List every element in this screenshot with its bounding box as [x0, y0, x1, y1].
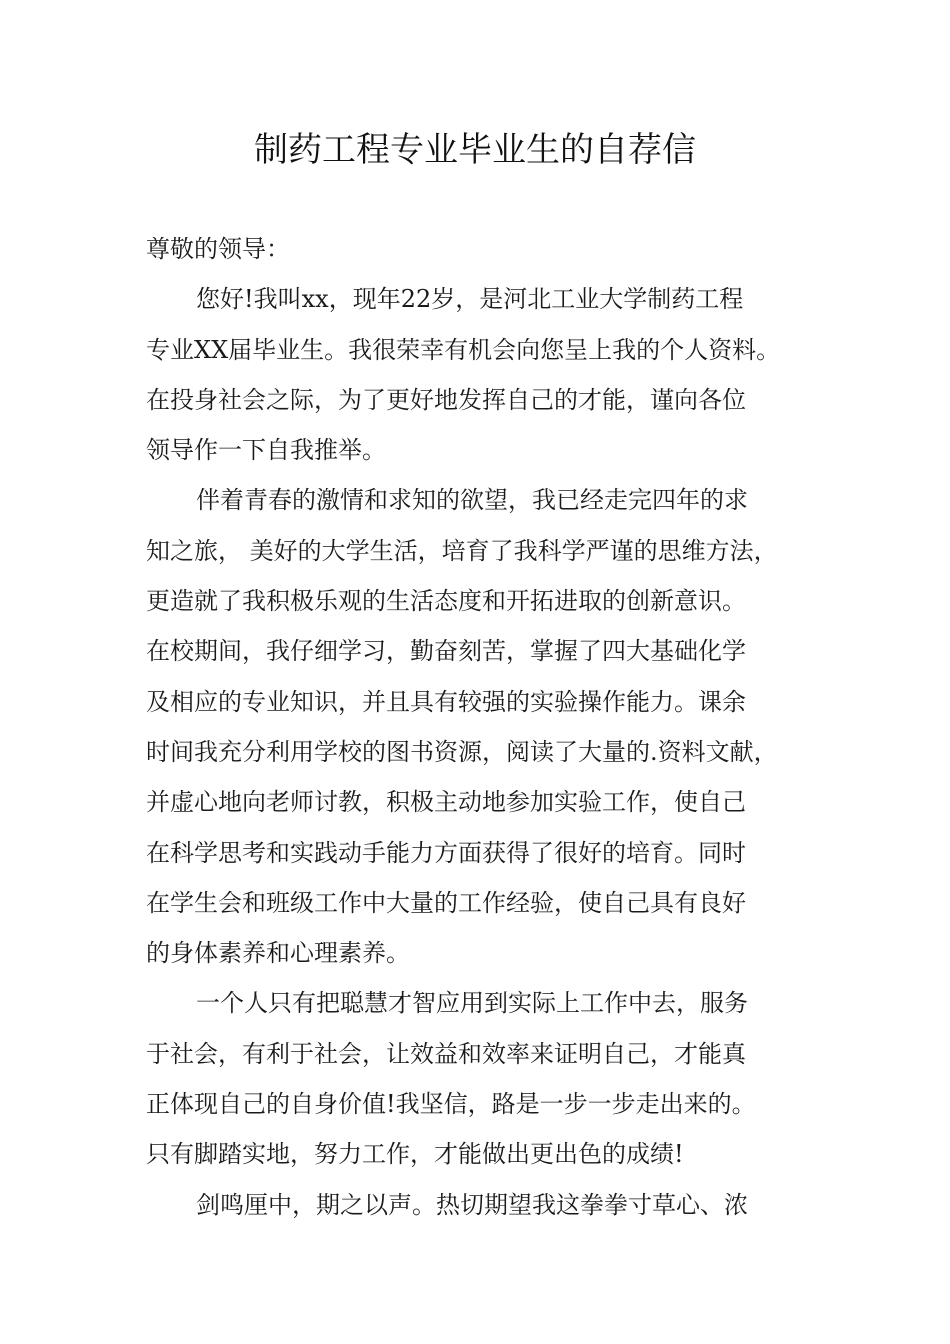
text-line: 在科学思考和实践动手能力方面获得了很好的培育。同时: [146, 838, 746, 867]
text-line: 领导作一下自我推举。: [146, 436, 386, 465]
text-line: 在校期间，我仔细学习，勤奋刻苦，掌握了四大基础化学: [146, 637, 746, 666]
salutation: 尊敬的领导：: [146, 235, 290, 263]
text-line: 伴着青春的激情和求知的欲望，我已经走完四年的求: [196, 486, 748, 515]
text-line: 一个人只有把聪慧才智应用到实际上工作中去，服务: [196, 989, 748, 1018]
text-line: 的身体素养和心理素养。: [146, 939, 410, 968]
letter-body: [146, 224, 826, 1230]
text-line: 剑鸣厘中，期之以声。热切期望我这拳拳寸草心、浓: [196, 1190, 748, 1219]
text-line: 在学生会和班级工作中大量的工作经验，使自己具有良好: [146, 888, 746, 917]
text-line: 于社会，有利于社会，让效益和效率来证明自己，才能真: [146, 1039, 746, 1068]
text-line: 并虚心地向老师讨教，积极主动地参加实验工作，使自己: [146, 788, 746, 817]
text-line: 您好!我叫xx，现年22岁，是河北工业大学制药工程: [196, 285, 744, 314]
document-title: 制药工程专业毕业生的自荐信: [254, 130, 696, 170]
text-line: 专业XX届毕业生。我很荣幸有机会向您呈上我的个人资料。: [146, 335, 781, 364]
text-line: 及相应的专业知识，并且具有较强的实验操作能力。课余: [146, 687, 746, 716]
text-line: 更造就了我积极乐观的生活态度和开拓进取的创新意识。: [146, 587, 746, 616]
text-line: 知之旅， 美好的大学生活，培育了我科学严谨的思维方法，: [146, 536, 778, 565]
text-line: 只有脚踏实地，努力工作，才能做出更出色的成绩!: [146, 1140, 684, 1169]
text-line: 时间我充分利用学校的图书资源，阅读了大量的.资料文献，: [146, 737, 778, 766]
text-line: 正体现自己的自身价值!我坚信，路是一步一步走出来的。: [146, 1090, 756, 1119]
text-line: 在投身社会之际，为了更好地发挥自己的才能，谨向各位: [146, 385, 746, 414]
